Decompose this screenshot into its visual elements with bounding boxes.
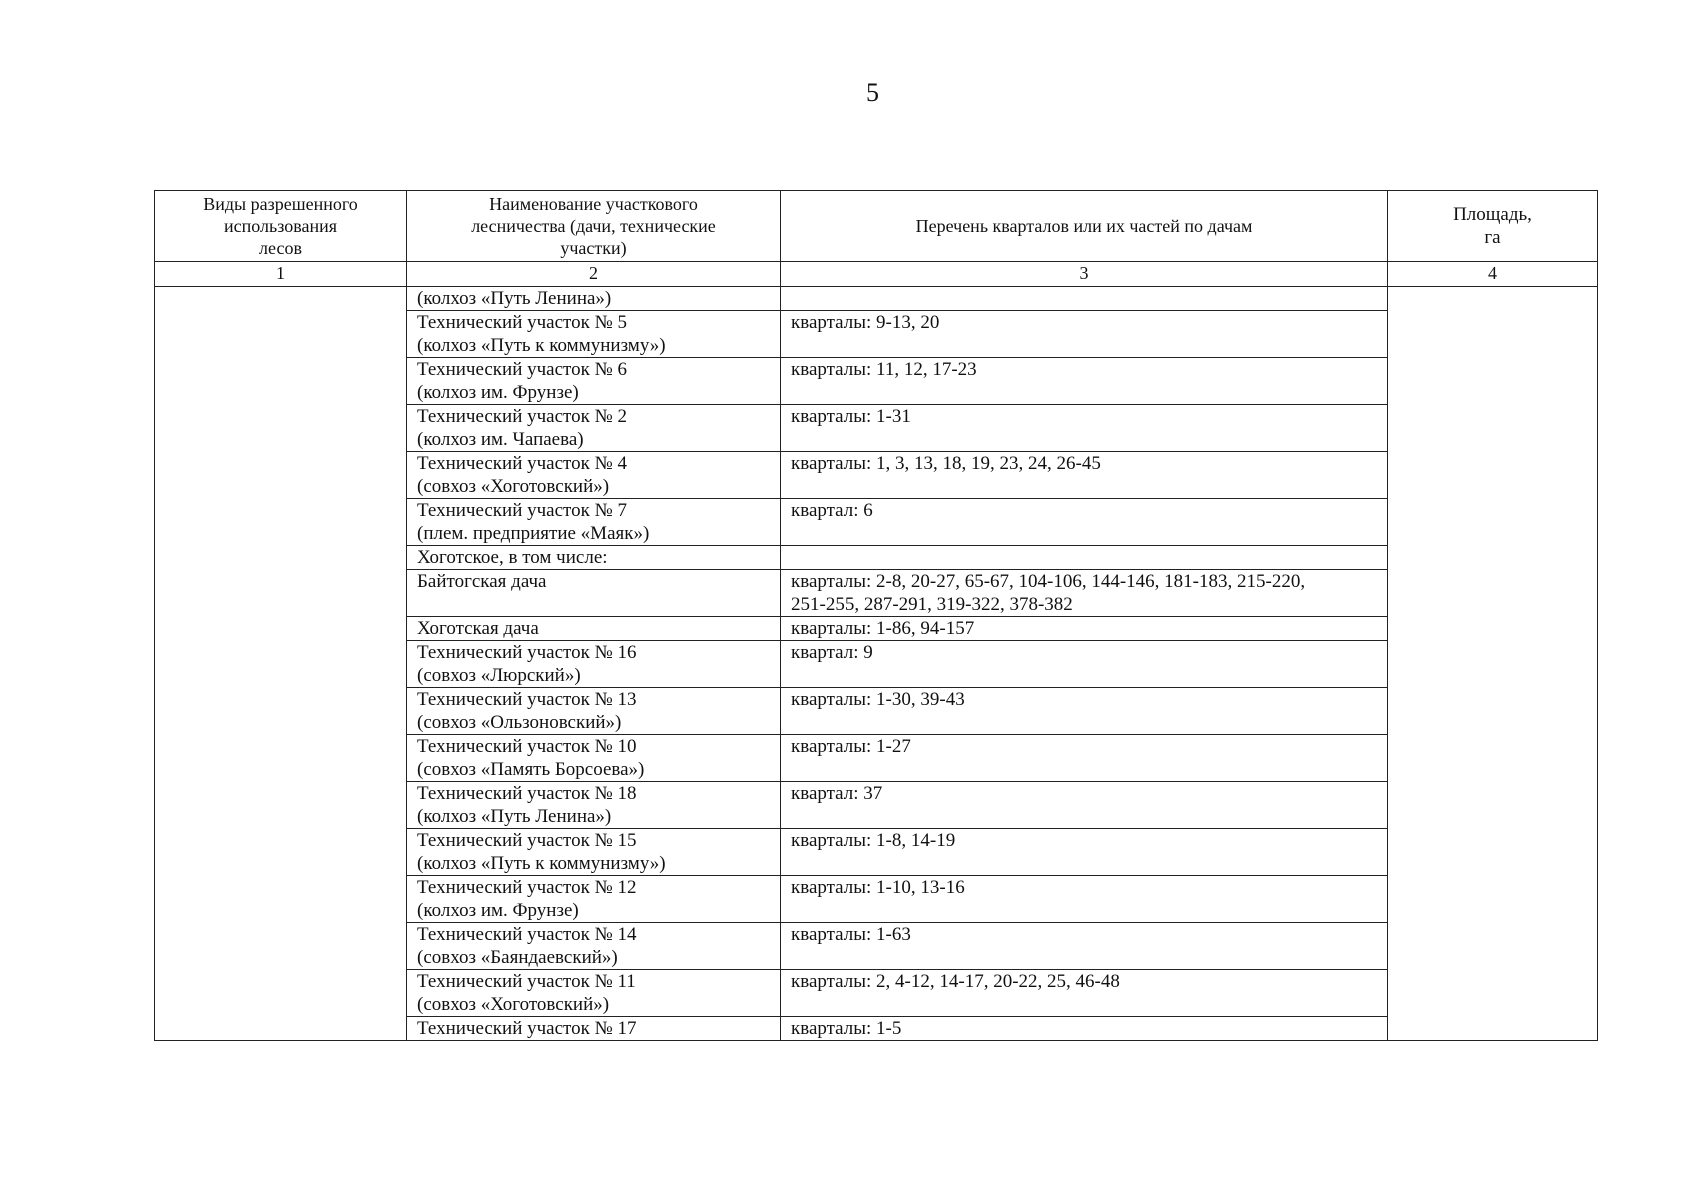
forestry-name-line: Технический участок № 6 — [417, 359, 627, 380]
quarters-line: кварталы: 1-5 — [791, 1018, 902, 1039]
header-line: Площадь, — [1453, 204, 1532, 225]
header-forest-use-types — [155, 191, 407, 262]
quarters-line: кварталы: 1-30, 39-43 — [791, 689, 965, 710]
quarters-cell — [781, 358, 1388, 405]
forestry-name-cell — [407, 452, 781, 499]
forestry-name-line: Технический участок № 16 — [417, 642, 637, 663]
forestry-name-line: (совхоз «Память Борсоева») — [417, 759, 645, 780]
quarters-cell — [781, 641, 1388, 688]
header-line: Наименование участкового — [489, 194, 698, 214]
forestry-name-cell — [407, 570, 781, 617]
forestry-name-cell — [407, 499, 781, 546]
quarters-line: кварталы: 1-63 — [791, 924, 911, 945]
quarters-line: 251-255, 287-291, 319-322, 378-382 — [791, 594, 1073, 615]
forestry-name-line: (колхоз «Путь к коммунизму») — [417, 335, 666, 356]
forestry-name-cell — [407, 1017, 781, 1041]
quarters-cell — [781, 688, 1388, 735]
header-quarters-list — [781, 191, 1388, 262]
table-body — [155, 287, 1598, 1041]
forestry-name-cell — [407, 735, 781, 782]
header-line: га — [1484, 227, 1501, 248]
column-number-3: 3 — [781, 262, 1388, 287]
column-number-1: 1 — [155, 262, 407, 287]
column-number-4: 4 — [1388, 262, 1598, 287]
forestry-name-cell — [407, 923, 781, 970]
forestry-name-line: (колхоз им. Фрунзе) — [417, 900, 579, 921]
quarters-cell — [781, 829, 1388, 876]
header-line: использования — [223, 216, 337, 236]
forestry-name-line: Технический участок № 14 — [417, 924, 637, 945]
column-number-2: 2 — [407, 262, 781, 287]
quarters-line: кварталы: 1-8, 14-19 — [791, 830, 956, 851]
quarters-cell — [781, 546, 1388, 570]
quarters-cell — [781, 970, 1388, 1017]
forestry-name-cell — [407, 405, 781, 452]
forest-quarters-table — [154, 190, 1598, 1041]
forestry-name-cell — [407, 358, 781, 405]
forestry-name-line: (колхоз «Путь к коммунизму») — [417, 853, 666, 874]
quarters-cell — [781, 617, 1388, 641]
header-line: лесничества (дачи, технические — [471, 216, 716, 236]
forestry-name-line: (колхоз им. Фрунзе) — [417, 382, 579, 403]
forestry-name-cell — [407, 876, 781, 923]
quarters-line: кварталы: 1-86, 94-157 — [791, 618, 975, 639]
quarters-line: квартал: 9 — [791, 642, 873, 663]
quarters-cell — [781, 570, 1388, 617]
forestry-name-line: Технический участок № 4 — [417, 453, 627, 474]
quarters-cell — [781, 876, 1388, 923]
quarters-line: кварталы: 11, 12, 17-23 — [791, 359, 977, 380]
forestry-name-line: Хоготская дача — [417, 618, 539, 639]
quarters-cell — [781, 923, 1388, 970]
forestry-name-line: (совхоз «Люрский») — [417, 665, 581, 686]
quarters-cell — [781, 499, 1388, 546]
forestry-name-line: (совхоз «Баяндаевский») — [417, 947, 618, 968]
forestry-name-cell — [407, 311, 781, 358]
forestry-name-line: Технический участок № 10 — [417, 736, 637, 757]
forestry-name-line: Байтогская дача — [417, 571, 547, 592]
quarters-line: кварталы: 2, 4-12, 14-17, 20-22, 25, 46-48 — [791, 971, 1120, 992]
forestry-name-line: (совхоз «Хоготовский») — [417, 476, 610, 497]
forestry-name-line: Технический участок № 11 — [417, 971, 636, 992]
quarters-line: квартал: 6 — [791, 500, 873, 521]
forestry-name-line: (совхоз «Ользоновский») — [417, 712, 622, 733]
forest-use-cell — [155, 287, 407, 1041]
page-number: 5 — [866, 78, 879, 107]
quarters-line: кварталы: 1-10, 13-16 — [791, 877, 965, 898]
header-line: участки) — [560, 238, 627, 258]
forestry-name-line: Технический участок № 17 — [417, 1018, 637, 1039]
quarters-cell — [781, 452, 1388, 499]
header-line: лесов — [259, 238, 302, 258]
header-line: Виды разрешенного — [203, 194, 358, 214]
forestry-name-cell — [407, 970, 781, 1017]
quarters-line: кварталы: 2-8, 20-27, 65-67, 104-106, 144-146, 181-183, 215-220, — [791, 571, 1306, 592]
quarters-cell — [781, 782, 1388, 829]
quarters-line: квартал: 37 — [791, 783, 883, 804]
forestry-name-cell — [407, 287, 781, 311]
forestry-name-line: Хоготское, в том числе: — [417, 547, 608, 568]
forestry-name-line: Технический участок № 15 — [417, 830, 637, 851]
quarters-line: кварталы: 1-31 — [791, 406, 911, 427]
forestry-name-line: Технический участок № 7 — [417, 500, 627, 521]
area-cell — [1388, 287, 1598, 1041]
forestry-name-line: (колхоз «Путь Ленина») — [417, 288, 612, 309]
forestry-name-line: Технический участок № 12 — [417, 877, 637, 898]
forestry-name-cell — [407, 617, 781, 641]
forestry-name-cell — [407, 641, 781, 688]
forestry-name-line: (совхоз «Хоготовский») — [417, 994, 610, 1015]
forestry-name-line: (колхоз «Путь Ленина») — [417, 806, 612, 827]
quarters-cell — [781, 735, 1388, 782]
forestry-name-line: Технический участок № 13 — [417, 689, 637, 710]
header-line: Перечень кварталов или их частей по дачам — [915, 216, 1253, 236]
forestry-name-line: (плем. предприятие «Маяк») — [417, 523, 650, 544]
quarters-cell — [781, 311, 1388, 358]
forestry-name-line: Технический участок № 18 — [417, 783, 637, 804]
header-forestry-name — [407, 191, 781, 262]
quarters-cell — [781, 1017, 1388, 1041]
forestry-name-cell — [407, 546, 781, 570]
quarters-line: кварталы: 1, 3, 13, 18, 19, 23, 24, 26-45 — [791, 453, 1101, 474]
table-header-row — [155, 191, 1598, 262]
forestry-name-cell — [407, 829, 781, 876]
header-area — [1388, 191, 1598, 262]
quarters-cell — [781, 287, 1388, 311]
quarters-line: кварталы: 9-13, 20 — [791, 312, 940, 333]
forestry-name-line: Технический участок № 2 — [417, 406, 627, 427]
quarters-cell — [781, 405, 1388, 452]
forestry-name-line: (колхоз им. Чапаева) — [417, 429, 584, 450]
quarters-line: кварталы: 1-27 — [791, 736, 911, 757]
forestry-name-cell — [407, 782, 781, 829]
table-row — [155, 287, 1598, 311]
column-number-row — [155, 262, 1598, 287]
forestry-name-line: Технический участок № 5 — [417, 312, 627, 333]
forestry-name-cell — [407, 688, 781, 735]
